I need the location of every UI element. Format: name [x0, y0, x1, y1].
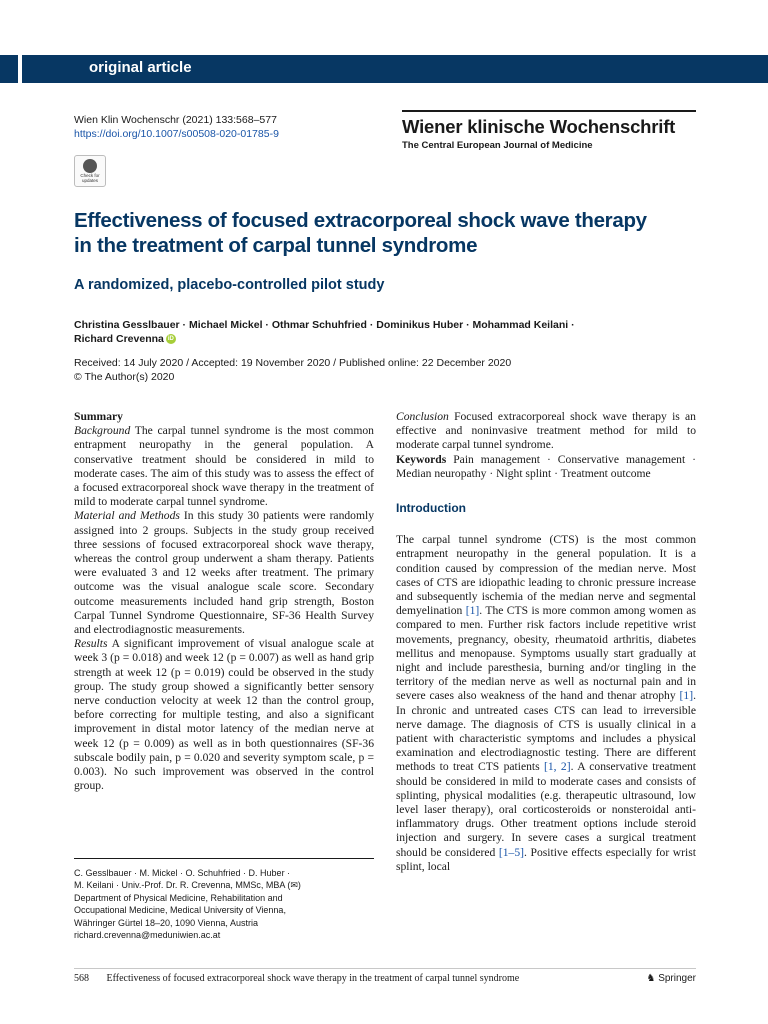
introduction-paragraph: The carpal tunnel syndrome (CTS) is the most common entrapment neuropathy in the general population. It is a condition caused by compression of the median nerve. Most cases of CTS are idiopathic leading to chronic pressure increase and subsequently ischemia of the median nerve and segmental demyelination [1]. The CTS is more common among women as compared to men. Further risk factors include repetitive wrist movements, pregnancy, obesity, rheumatoid arthritis, diabetes mellitus and menopause. Symptoms usually start gradually at night and include paresthesia, burning and/or tingling in the territory of the median nerve as well as nocturnal pain and in severe cases also weakness of the hand and thenar atrophy [1]. In chronic and untreated cases CTS can lead to irreversible nerve damage. The diagnosis of CTS is usually clinical in a patient with characteristic symptoms and includes a physical examination and electrodiagnostic testing. There are different methods to treat CTS patients [1, 2]. A conservative treatment should be considered in mild to moderate cases and consists of splinting, physical modalities (e.g. therapeutic ultrasound, low level laser therapy), oral corticosteroids or nonsteroidal anti-inflammatory drugs. Other treatment options include steroid injection and surgery. In severe cases a surgical treatment should be considered [1–5]. Positive effects especially for wrist splint, local [396, 533, 696, 873]
citation-link[interactable]: [1, 2] [544, 760, 571, 774]
page-number: 568 [74, 973, 89, 984]
journal-citation-block [74, 113, 279, 141]
journal-name: Wiener klinische Wochenschrift [402, 116, 676, 137]
citation: Wien Klin Wochenschr (2021) 133:568–577 [74, 114, 277, 126]
running-title: Effectiveness of focused extracorporeal shock wave therapy in the treatment of carpal tunnel syndrome [106, 973, 520, 984]
orcid-icon[interactable]: iD [167, 336, 174, 343]
citation-link[interactable]: [1–5] [498, 845, 525, 859]
doi-link[interactable]: https://doi.org/10.1007/s00508-020-01785-9 [74, 128, 279, 140]
check-updates-icon [83, 159, 97, 173]
author-list: Christina Gesslbauer · Michael Mickel · Othmar Schuhfried · Dominikus Huber · Mohammad Keilani · Richard Crevenna iD [74, 319, 575, 345]
introduction-heading: Introduction [396, 501, 466, 516]
section-banner [0, 55, 768, 83]
summary-background: Background The carpal tunnel syndrome is the most common entrapment neuropathy in the general population. A conservative treatment should be considered in mild to moderate cases. The aim of this study was to assess the effect of a focused extracorporeal shock wave therapy in the treatment of mild to moderate carpal tunnel syndrome. [74, 424, 374, 509]
summary-results: Results A significant improvement of visual analogue scale at week 3 (p = 0.018) and week 12 (p = 0.007) as well as hand grip strength at week 12 (p = 0.019) could be observed in the study group. The study group showed a significantly better sensory nerve conduction velocity at week 12 than the control group, before correcting for multiple testing, and also a significant improvement in distal motor latency of the median nerve at week 12 (p = 0.009) as well as in both questionnaires (SF-36 subscale bodily pain, p = 0.020 and severity symptom scale, p = 0.003). No such improvement was observed in the control group. [74, 637, 375, 793]
right-column [396, 410, 696, 874]
journal-brand [402, 110, 696, 151]
publication-dates: Received: 14 July 2020 / Accepted: 19 November 2020 / Published online: 22 December 2020 © The Author(s) 2020 [74, 357, 512, 383]
publisher-logo: ♞ Springer [646, 973, 696, 984]
keywords: Keywords Pain management · Conservative management · Median neuropathy · Night splint · Treatment outcome [396, 452, 696, 480]
journal-subtitle: The Central European Journal of Medicine [402, 140, 593, 151]
check-for-updates-badge[interactable]: Check for updates [74, 155, 106, 187]
page-footer [74, 968, 696, 984]
article-title: Effectiveness of focused extracorporeal shock wave therapy in the treatment of carpal tunnel syndrome [74, 209, 647, 257]
section-label: original article [89, 59, 192, 76]
summary-column [74, 410, 374, 793]
summary-methods: Material and Methods In this study 30 patients were randomly assigned into 2 groups. Subjects in the study group received three sessions of focused extracorporeal shock wave therapy, whereas the control group underwent a sham therapy. Patients were evaluated 3 and 12 weeks after treatment. The primary outcome was the visual analogue scale score. Secondary outcome measurements included hand grip strength, Boston Carpal Tunnel Syndrome Questionnaire, SF-36 Health Survey and electrodiagnostic measurements. [74, 509, 374, 637]
banner-mark [0, 55, 18, 83]
contact-email[interactable]: richard.crevenna@meduniwien.ac.at [74, 930, 221, 941]
citation-link[interactable]: [1] [679, 689, 694, 703]
springer-horse-icon: ♞ [646, 973, 656, 984]
citation-link[interactable]: [1] [465, 604, 480, 618]
article-subtitle: A randomized, placebo-controlled pilot study [74, 277, 385, 293]
summary-conclusion: Conclusion Focused extracorporeal shock wave therapy is an effective and noninvasive treatment method for mild to moderate carpal tunnel syndrome. [396, 410, 696, 452]
summary-heading: Summary [74, 410, 123, 423]
author-affiliation: C. Gesslbauer · M. Mickel · O. Schuhfried · D. Huber · M. Keilani · Univ.-Prof. Dr. R. Crevenna, MMSc, MBA (✉) Department of Physical Medicine, Rehabilitation and Occupational Medicine, Medical University of Vienna, Währinger Gürtel 18–20, 1090 Vienna, Austria richard.crevenna@meduniwien.ac.at [74, 858, 374, 941]
copyright: © The Author(s) 2020 [74, 371, 175, 383]
